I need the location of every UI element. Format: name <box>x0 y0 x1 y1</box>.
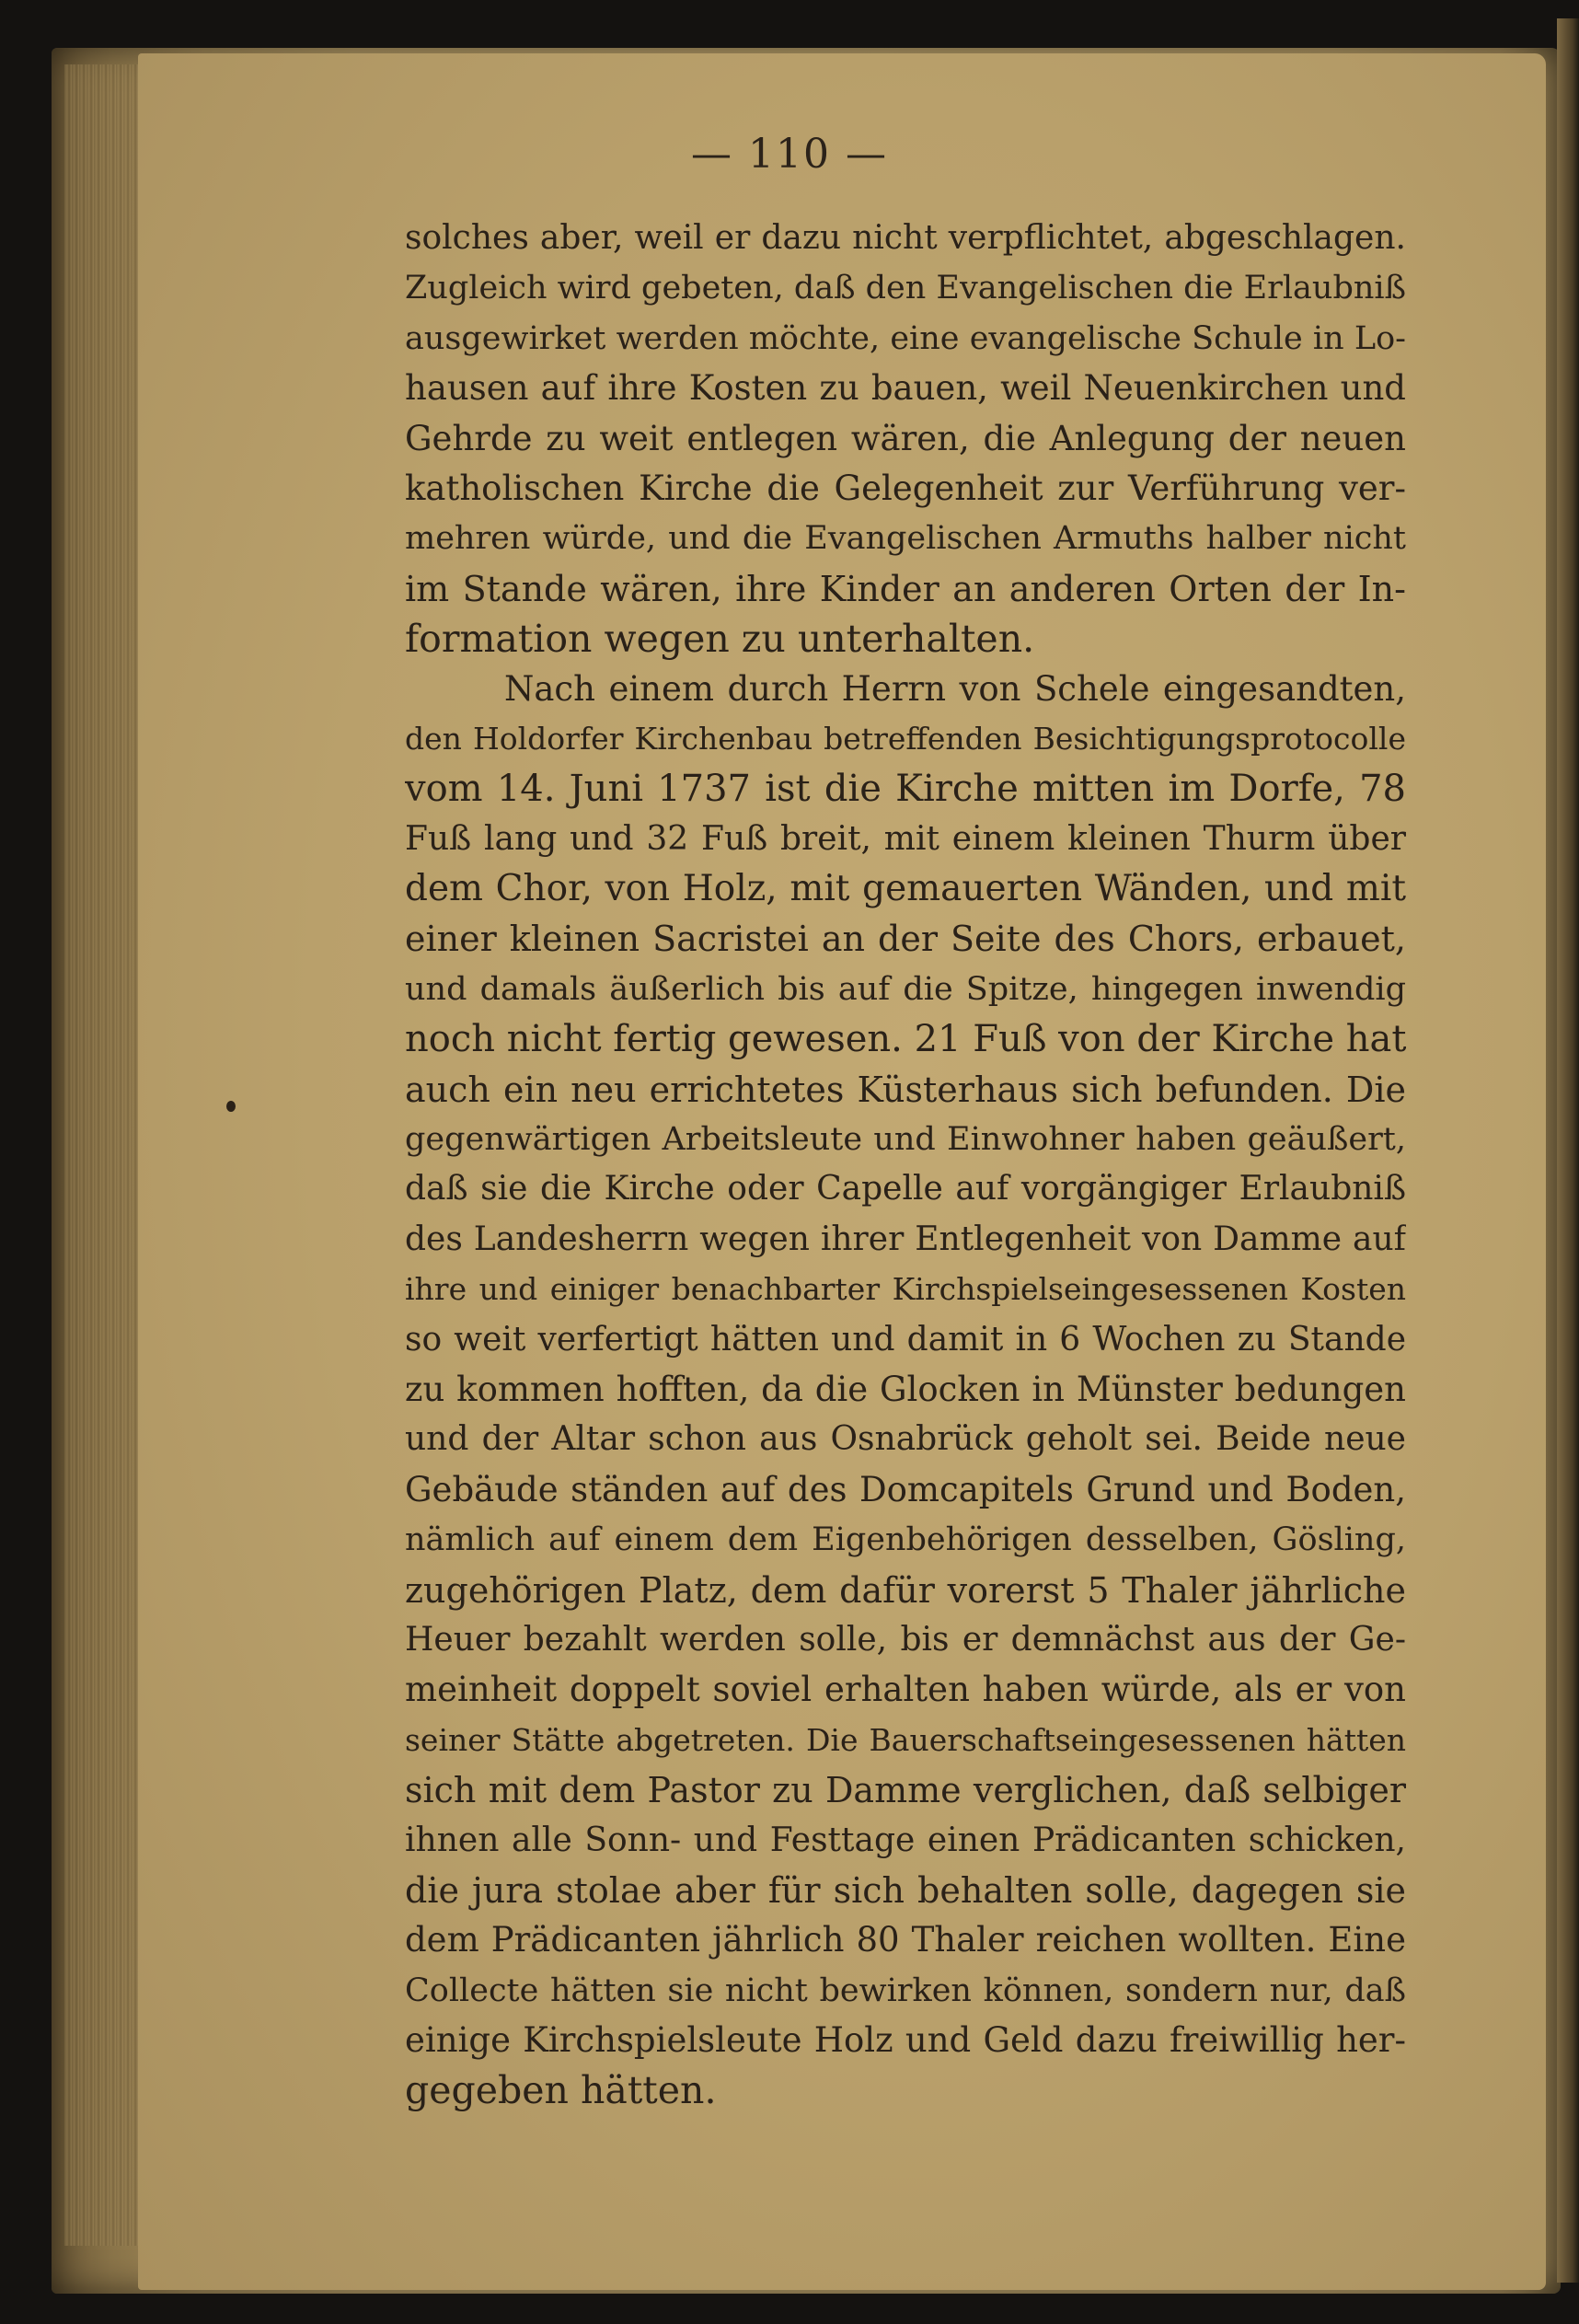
text-line: Heuer bezahlt werden solle, bis er demnächst aus der Ge- <box>405 1620 1406 1659</box>
page-text <box>405 214 1406 2116</box>
text-line: Nach einem durch Herrn von Schele eingesandten, <box>504 668 1406 709</box>
text-line: die jura stolae aber für sich behalten solle, dagegen sie <box>405 1869 1406 1911</box>
text-line: vom 14. Juni 1737 ist die Kirche mitten im Dorfe, 78 <box>405 768 1406 811</box>
text-line: dem Prädicanten jährlich 80 Thaler reichen wollten. Eine <box>405 1920 1406 1960</box>
text-line: zu kommen hofften, da die Glocken in Münster bedungen <box>405 1369 1406 1409</box>
text-line: auch ein neu errichtetes Küsterhaus sich befunden. Die <box>405 1069 1406 1110</box>
text-line: formation wegen zu unterhalten. <box>405 617 1035 662</box>
text-line: sich mit dem Pastor zu Damme verglichen, daß selbiger <box>405 1770 1406 1811</box>
text-line: und damals äußerlich bis auf die Spitze, hingegen inwendig <box>405 970 1406 1008</box>
text-line: einer kleinen Sacristei an der Seite des Chors, erbauet, <box>405 919 1406 960</box>
text-line: den Holdorfer Kirchenbau betreffenden Besichtigungsprotocolle <box>405 720 1406 757</box>
page-number: — 110 — <box>691 131 888 178</box>
text-line: ihre und einiger benachbarter Kirchspielseingesessenen Kosten <box>405 1271 1406 1308</box>
text-line: Fuß lang und 32 Fuß breit, mit einem kleinen Thurm über <box>405 819 1406 858</box>
text-line: gegenwärtigen Arbeitsleute und Einwohner haben geäußert, <box>405 1121 1406 1159</box>
book-right-edge <box>1557 18 1579 2283</box>
text-line: Collecte hätten sie nicht bewirken können, sondern nur, daß <box>405 1971 1406 2009</box>
page-edges <box>64 64 147 2246</box>
text-line: ausgewirket werden möchte, eine evangelische Schule in Lo- <box>405 319 1406 357</box>
text-line: daß sie die Kirche oder Capelle auf vorgängiger Erlaubniß <box>405 1170 1406 1208</box>
ink-spot <box>226 1101 236 1112</box>
text-line: meinheit doppelt soviel erhalten haben würde, als er von <box>405 1670 1406 1710</box>
text-line: dem Chor, von Holz, mit gemauerten Wänden, und mit <box>405 868 1406 910</box>
text-line: hausen auf ihre Kosten zu bauen, weil Neuenkirchen und <box>405 368 1406 409</box>
text-line: im Stande wären, ihre Kinder an anderen Orten der In- <box>405 568 1406 609</box>
text-line: so weit verfertigt hätten und damit in 6 Wochen zu Stande <box>405 1320 1406 1359</box>
text-line: Gehrde zu weit entlegen wären, die Anlegung der neuen <box>405 418 1406 458</box>
text-line: des Landesherrn wegen ihrer Entlegenheit von Damme auf <box>405 1220 1406 1258</box>
text-line: seiner Stätte abgetreten. Die Bauerschaftseingesessenen hätten <box>405 1721 1406 1758</box>
text-line: einige Kirchspielsleute Holz und Geld dazu freiwillig her- <box>405 2020 1406 2061</box>
text-line: mehren würde, und die Evangelischen Armuths halber nicht <box>405 520 1406 558</box>
text-line: katholischen Kirche die Gelegenheit zur Verführung ver- <box>405 468 1406 508</box>
text-line: und der Altar schon aus Osnabrück geholt sei. Beide neue <box>405 1420 1406 1459</box>
text-line: zugehörigen Platz, dem dafür vorerst 5 Thaler jährliche <box>405 1569 1406 1611</box>
text-line: solches aber, weil er dazu nicht verpflichtet, abgeschlagen. <box>405 219 1406 257</box>
text-line: Gebäude ständen auf des Domcapitels Grund und Boden, <box>405 1469 1406 1509</box>
text-line: Zugleich wird gebeten, daß den Evangelischen die Erlaubniß <box>405 270 1406 307</box>
text-line: noch nicht fertig gewesen. 21 Fuß von der Kirche hat <box>405 1018 1406 1061</box>
text-line: ihnen alle Sonn- und Festtage einen Prädicanten schicken, <box>405 1821 1406 1859</box>
text-line: nämlich auf einem dem Eigenbehörigen desselben, Gösling, <box>405 1521 1406 1559</box>
text-line: gegeben hätten. <box>405 2068 717 2113</box>
